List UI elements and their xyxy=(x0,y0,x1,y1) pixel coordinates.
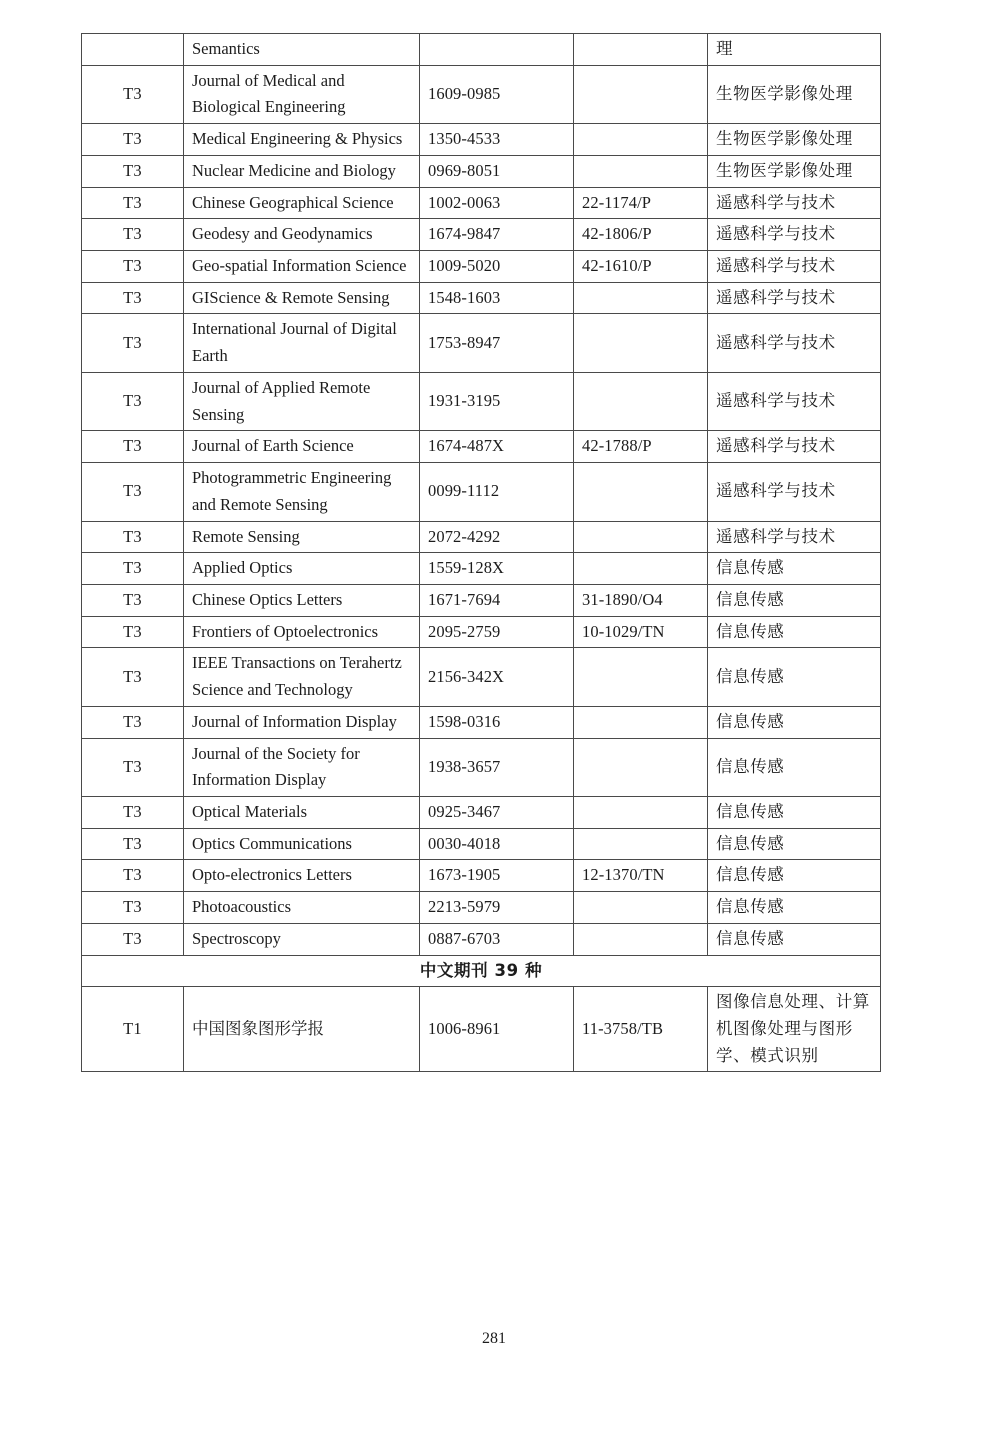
table-row xyxy=(82,251,881,283)
cell-tier: T3 xyxy=(82,828,184,860)
cell-issn: 2072-4292 xyxy=(420,521,574,553)
table-row xyxy=(82,187,881,219)
cell-tier: T3 xyxy=(82,706,184,738)
cell-discipline: 遥感科学与技术 xyxy=(708,463,881,521)
cell-tier: T3 xyxy=(82,738,184,796)
cell-tier: T3 xyxy=(82,219,184,251)
cell-issn: 2213-5979 xyxy=(420,892,574,924)
cell-journal-name: Medical Engineering & Physics xyxy=(184,124,420,156)
table-row xyxy=(82,860,881,892)
cell-cn-number xyxy=(574,828,708,860)
cell-discipline: 遥感科学与技术 xyxy=(708,372,881,430)
cell-issn: 0887-6703 xyxy=(420,923,574,955)
table-row xyxy=(82,314,881,372)
cell-discipline: 信息传感 xyxy=(708,648,881,706)
cell-issn: 1674-487X xyxy=(420,431,574,463)
cell-issn: 1674-9847 xyxy=(420,219,574,251)
cell-tier: T3 xyxy=(82,463,184,521)
cell-tier: T3 xyxy=(82,431,184,463)
cell-discipline: 生物医学影像处理 xyxy=(708,124,881,156)
table-row xyxy=(82,372,881,430)
cell-journal-name: Applied Optics xyxy=(184,553,420,585)
cell-discipline: 信息传感 xyxy=(708,738,881,796)
cell-cn-number: 22-1174/P xyxy=(574,187,708,219)
cell-journal-name: 中国图象图形学报 xyxy=(184,987,420,1072)
section-banner-row xyxy=(82,955,881,987)
cell-tier: T3 xyxy=(82,282,184,314)
cell-issn: 1009-5020 xyxy=(420,251,574,283)
table-row xyxy=(82,706,881,738)
cell-journal-name: Photoacoustics xyxy=(184,892,420,924)
cell-issn: 1559-128X xyxy=(420,553,574,585)
cell-tier: T3 xyxy=(82,155,184,187)
cell-discipline: 遥感科学与技术 xyxy=(708,282,881,314)
cell-tier: T3 xyxy=(82,648,184,706)
cell-cn-number xyxy=(574,796,708,828)
cell-issn: 1350-4533 xyxy=(420,124,574,156)
table-row xyxy=(82,431,881,463)
cell-discipline: 信息传感 xyxy=(708,923,881,955)
cell-cn-number: 12-1370/TN xyxy=(574,860,708,892)
table-row xyxy=(82,648,881,706)
cell-discipline: 信息传感 xyxy=(708,796,881,828)
table-row xyxy=(82,463,881,521)
cell-issn: 1598-0316 xyxy=(420,706,574,738)
cell-cn-number xyxy=(574,65,708,123)
cell-discipline: 信息传感 xyxy=(708,892,881,924)
cell-tier: T3 xyxy=(82,124,184,156)
cell-journal-name: Remote Sensing xyxy=(184,521,420,553)
cell-tier: T1 xyxy=(82,987,184,1072)
table-row xyxy=(82,155,881,187)
cell-tier: T3 xyxy=(82,584,184,616)
cell-discipline: 生物医学影像处理 xyxy=(708,65,881,123)
cell-cn-number xyxy=(574,463,708,521)
section-banner: 中文期刊 39 种 xyxy=(82,955,881,987)
cell-issn: 1938-3657 xyxy=(420,738,574,796)
cell-discipline: 遥感科学与技术 xyxy=(708,431,881,463)
cell-issn: 0099-1112 xyxy=(420,463,574,521)
cell-journal-name: Journal of the Society for Information Display xyxy=(184,738,420,796)
cell-tier: T3 xyxy=(82,892,184,924)
cell-tier: T3 xyxy=(82,314,184,372)
cell-discipline: 遥感科学与技术 xyxy=(708,219,881,251)
table-row xyxy=(82,65,881,123)
cell-journal-name: IEEE Transactions on Terahertz Science and Technology xyxy=(184,648,420,706)
cell-cn-number xyxy=(574,553,708,585)
table-row xyxy=(82,521,881,553)
cell-cn-number xyxy=(574,706,708,738)
cell-cn-number: 42-1806/P xyxy=(574,219,708,251)
cell-journal-name: Journal of Applied Remote Sensing xyxy=(184,372,420,430)
cell-tier: T3 xyxy=(82,251,184,283)
cell-tier: T3 xyxy=(82,796,184,828)
cell-cn-number xyxy=(574,892,708,924)
cell-issn: 1931-3195 xyxy=(420,372,574,430)
table-row xyxy=(82,923,881,955)
cell-issn: 0030-4018 xyxy=(420,828,574,860)
cell-issn: 1609-0985 xyxy=(420,65,574,123)
cell-journal-name: Optical Materials xyxy=(184,796,420,828)
cell-cn-number xyxy=(574,314,708,372)
cell-discipline: 信息传感 xyxy=(708,860,881,892)
cell-issn: 0925-3467 xyxy=(420,796,574,828)
cell-journal-name: Optics Communications xyxy=(184,828,420,860)
table-row xyxy=(82,738,881,796)
cell-tier: T3 xyxy=(82,616,184,648)
table-row xyxy=(82,987,881,1072)
cell-cn-number: 11-3758/TB xyxy=(574,987,708,1072)
cell-discipline: 理 xyxy=(708,34,881,66)
cell-discipline: 生物医学影像处理 xyxy=(708,155,881,187)
cell-journal-name: Journal of Earth Science xyxy=(184,431,420,463)
cell-cn-number xyxy=(574,282,708,314)
cell-tier: T3 xyxy=(82,553,184,585)
cell-tier xyxy=(82,34,184,66)
cell-journal-name: Opto-electronics Letters xyxy=(184,860,420,892)
cell-issn: 1006-8961 xyxy=(420,987,574,1072)
cell-discipline: 信息传感 xyxy=(708,616,881,648)
cell-cn-number: 42-1788/P xyxy=(574,431,708,463)
cell-cn-number xyxy=(574,372,708,430)
table-row xyxy=(82,828,881,860)
cell-journal-name: International Journal of Digital Earth xyxy=(184,314,420,372)
cell-cn-number xyxy=(574,155,708,187)
cell-discipline: 遥感科学与技术 xyxy=(708,187,881,219)
journal-listing-table xyxy=(81,33,881,1072)
cell-issn: 1673-1905 xyxy=(420,860,574,892)
cell-cn-number xyxy=(574,648,708,706)
cell-cn-number: 10-1029/TN xyxy=(574,616,708,648)
cell-issn: 1671-7694 xyxy=(420,584,574,616)
cell-discipline: 信息传感 xyxy=(708,706,881,738)
cell-tier: T3 xyxy=(82,65,184,123)
cell-journal-name: Frontiers of Optoelectronics xyxy=(184,616,420,648)
cell-journal-name: Chinese Geographical Science xyxy=(184,187,420,219)
cell-discipline: 图像信息处理、计算机图像处理与图形学、模式识别 xyxy=(708,987,881,1072)
page-number: 281 xyxy=(482,1330,506,1347)
cell-issn: 1753-8947 xyxy=(420,314,574,372)
table-row xyxy=(82,892,881,924)
cell-journal-name: Chinese Optics Letters xyxy=(184,584,420,616)
table-row xyxy=(82,584,881,616)
cell-tier: T3 xyxy=(82,372,184,430)
cell-cn-number xyxy=(574,738,708,796)
table-row xyxy=(82,616,881,648)
cell-discipline: 遥感科学与技术 xyxy=(708,314,881,372)
table-row xyxy=(82,796,881,828)
cell-issn xyxy=(420,34,574,66)
table-row xyxy=(82,282,881,314)
cell-discipline: 遥感科学与技术 xyxy=(708,251,881,283)
cell-journal-name: Nuclear Medicine and Biology xyxy=(184,155,420,187)
cell-issn: 1002-0063 xyxy=(420,187,574,219)
cell-discipline: 信息传感 xyxy=(708,584,881,616)
cell-discipline: 信息传感 xyxy=(708,828,881,860)
cell-cn-number xyxy=(574,521,708,553)
cell-cn-number xyxy=(574,923,708,955)
cell-tier: T3 xyxy=(82,860,184,892)
cell-journal-name: Photogrammetric Engineering and Remote Sensing xyxy=(184,463,420,521)
cell-journal-name: Geo-spatial Information Science xyxy=(184,251,420,283)
cell-journal-name: Journal of Information Display xyxy=(184,706,420,738)
cell-journal-name: Spectroscopy xyxy=(184,923,420,955)
table-row xyxy=(82,34,881,66)
cell-issn: 0969-8051 xyxy=(420,155,574,187)
table-row xyxy=(82,124,881,156)
cell-discipline: 信息传感 xyxy=(708,553,881,585)
cell-discipline: 遥感科学与技术 xyxy=(708,521,881,553)
cell-cn-number: 42-1610/P xyxy=(574,251,708,283)
cell-journal-name: Journal of Medical and Biological Engineering xyxy=(184,65,420,123)
table-row xyxy=(82,219,881,251)
cell-issn: 2095-2759 xyxy=(420,616,574,648)
cell-cn-number xyxy=(574,34,708,66)
cell-cn-number xyxy=(574,124,708,156)
table-row xyxy=(82,553,881,585)
cell-journal-name: GIScience & Remote Sensing xyxy=(184,282,420,314)
cell-issn: 2156-342X xyxy=(420,648,574,706)
cell-journal-name: Geodesy and Geodynamics xyxy=(184,219,420,251)
cell-cn-number: 31-1890/O4 xyxy=(574,584,708,616)
cell-issn: 1548-1603 xyxy=(420,282,574,314)
cell-tier: T3 xyxy=(82,521,184,553)
cell-tier: T3 xyxy=(82,923,184,955)
journal-table-body xyxy=(82,34,881,1072)
cell-tier: T3 xyxy=(82,187,184,219)
cell-journal-name: Semantics xyxy=(184,34,420,66)
